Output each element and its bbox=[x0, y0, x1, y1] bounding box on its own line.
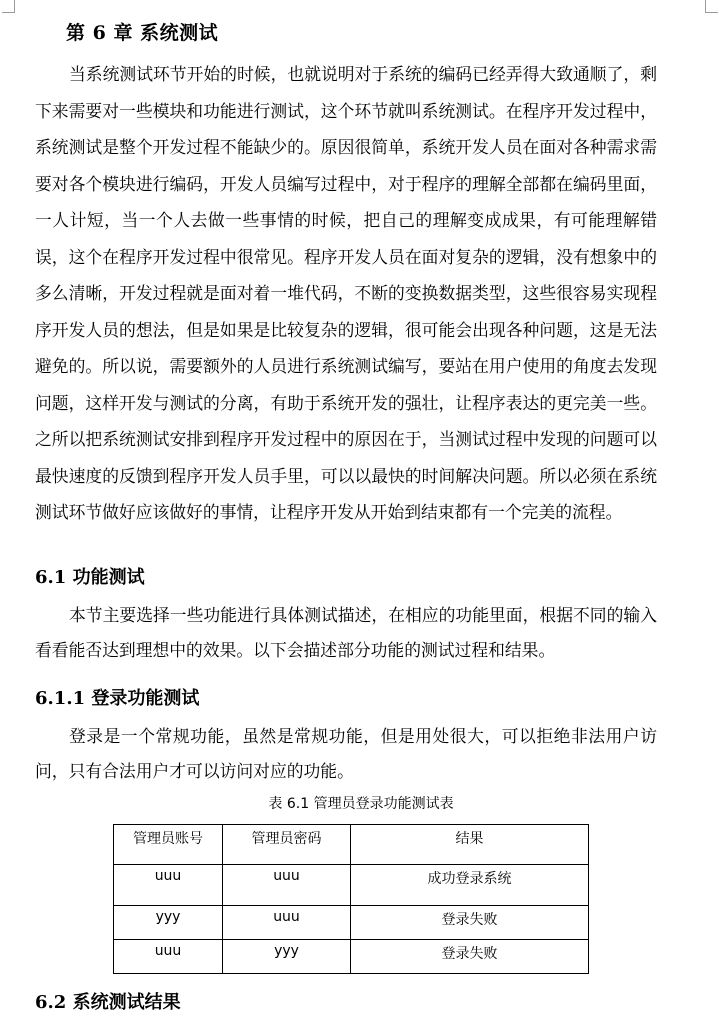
table-cell: uuu bbox=[114, 865, 223, 906]
table-row bbox=[114, 906, 589, 940]
table-cell: yyy bbox=[114, 906, 223, 940]
table-header-cell: 管理员账号 bbox=[114, 825, 223, 865]
table-cell: uuu bbox=[114, 940, 223, 974]
table-cell: yyy bbox=[223, 940, 351, 974]
table-header-cell: 结果 bbox=[351, 825, 589, 865]
table-cell: uuu bbox=[223, 865, 351, 906]
table-cell: 成功登录系统 bbox=[351, 865, 589, 906]
table-header-row bbox=[114, 825, 589, 865]
chapter-title: 第 6 章 系统测试 bbox=[66, 22, 219, 44]
section-6-1-title: 6.1 功能测试 bbox=[35, 567, 145, 588]
section-6-1-1-title: 6.1.1 登录功能测试 bbox=[35, 688, 200, 709]
section-6-2-title: 6.2 系统测试结果 bbox=[35, 992, 181, 1013]
page-corner-mark-left bbox=[2, 0, 15, 13]
table-row bbox=[114, 940, 589, 974]
table-row bbox=[114, 865, 589, 906]
table-cell: 登录失败 bbox=[351, 906, 589, 940]
table-caption: 表 6.1 管理员登录功能测试表 bbox=[268, 796, 454, 812]
page-corner-mark-right bbox=[705, 0, 718, 13]
login-test-table bbox=[113, 824, 589, 974]
table-cell: 登录失败 bbox=[351, 940, 589, 974]
chapter-intro-paragraph: 当系统测试环节开始的时候，也就说明对于系统的编码已经弄得大致通顺了，剩下来需要对一些模块和功能进行测试，这个环节就叫系统测试。在程序开发过程中，系统测试是整个开发过程不能缺少的。原因很简单，系统开发人员在面对各种需求需要对各个模块进行编码，开发人员编写过程中，对于程序的理解全部都在编码里面，一人计短，当一个人去做一些事情的时候，把自己的理解变成成果，有可能理解错误，这个在程序开发过程中很常见。程序开发人员在面对复杂的逻辑，没有想象中的多么清晰，开发过程就是面对着一堆代码，不断的变换数据类型，这些很容易实现程序开发人员的想法，但是如果是比较复杂的逻辑，很可能会出现各种问题，这是无法避免的。所以说，需要额外的人员进行系统测试编写，要站在用户使用的角度去发现问题，这样开发与测试的分离，有助于系统开发的强壮，让程序表达的更完美一些。之所以把系统测试安排到程序开发过程中的原因在于，当测试过程中发现的问题可以最快速度的反馈到程序开发人员手里，可以以最快的时间解决问题。所以必须在系统测试环节做好应该做好的事情，让程序开发从开始到结束都有一个完美的流程。 bbox=[35, 64, 657, 522]
table-header-cell: 管理员密码 bbox=[223, 825, 351, 865]
section-6-1-paragraph: 本节主要选择一些功能进行具体测试描述，在相应的功能里面，根据不同的输入看看能否达到理想中的效果。以下会描述部分功能的测试过程和结果。 bbox=[35, 605, 657, 660]
section-6-1-1-paragraph: 登录是一个常规功能，虽然是常规功能，但是用处很大，可以拒绝非法用户访问，只有合法用户才可以访问对应的功能。 bbox=[35, 726, 657, 781]
table-cell: uuu bbox=[223, 906, 351, 940]
